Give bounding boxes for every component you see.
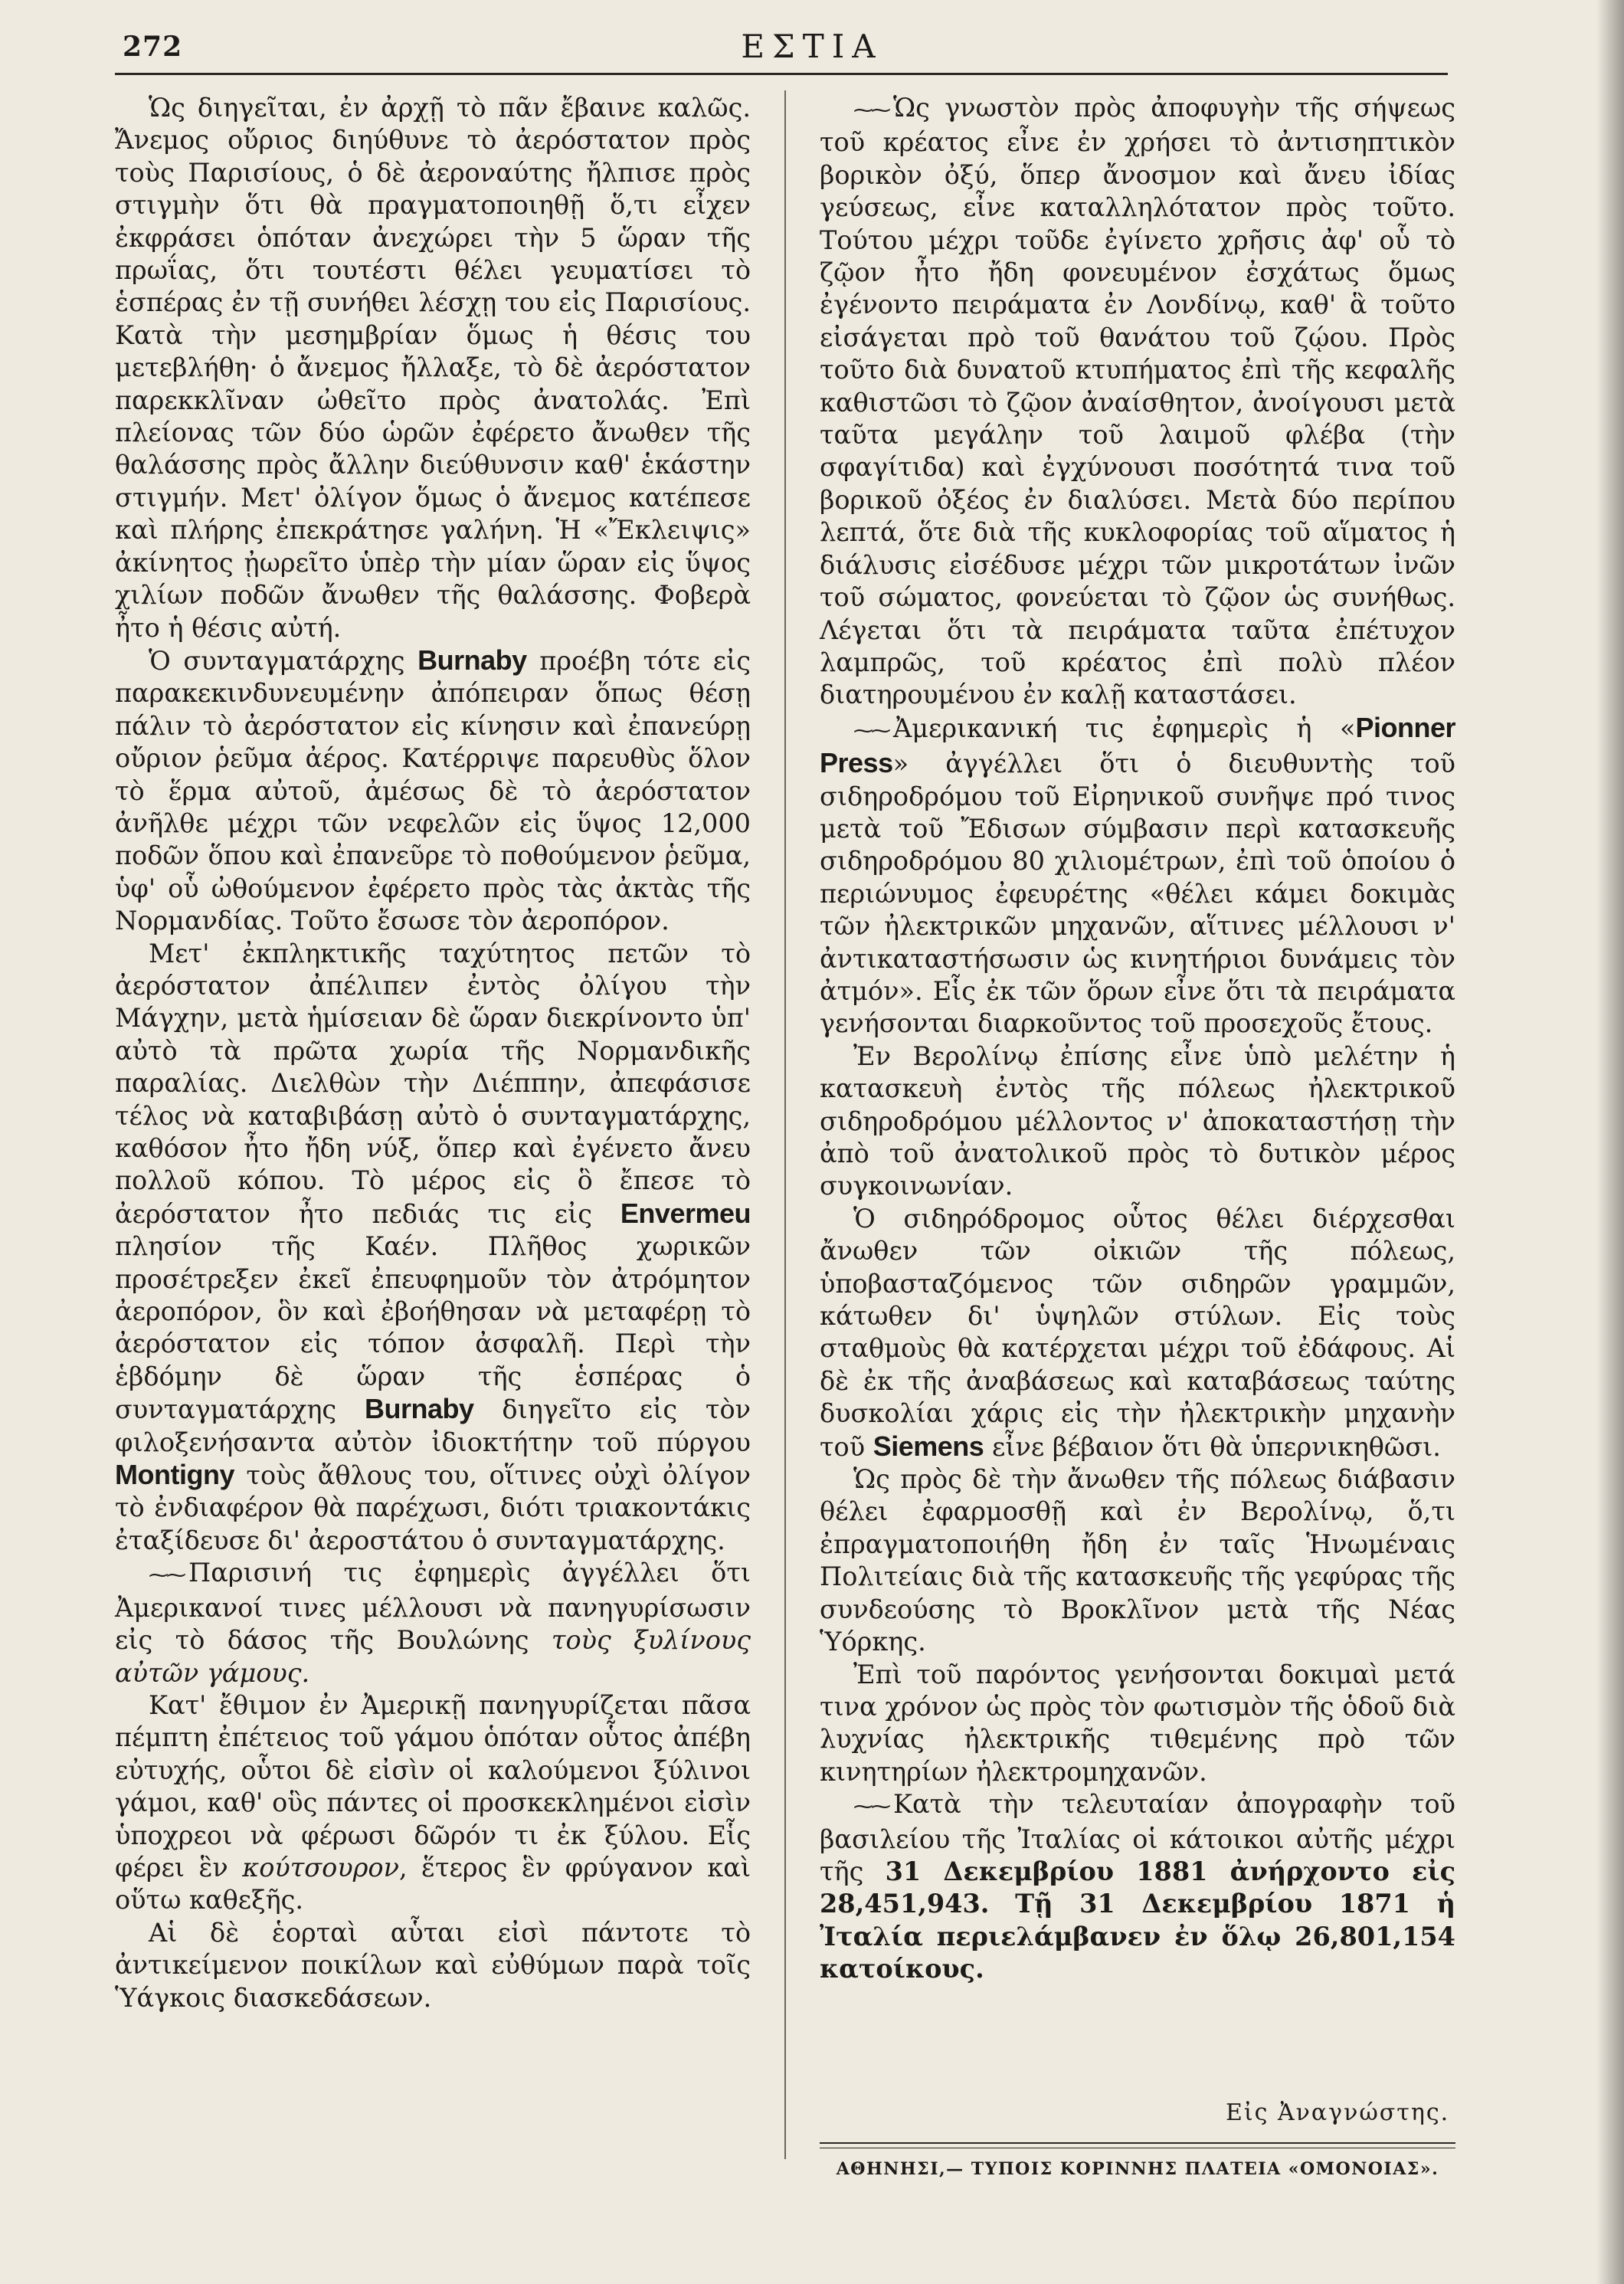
signature: Εἰς Ἀναγνώστης.	[1226, 2099, 1450, 2126]
article-paragraph	[115, 92, 751, 644]
article-text: Φοβερὰ ἦτο ἡ θέσις αὐτή.	[115, 580, 751, 643]
article-text: Ἐν Βερολίνῳ ἐπίσης εἶνε ὑπὸ μελέτην ἡ κατασκευὴ ἐντὸς τῆς πόλεως ἠλεκτρικοῦ σιδηροδρόμου μέλλοντος ν' ἀποκαταστήσῃ τὴν ἀπὸ τοῦ ἀνατολικοῦ πρὸς τὸ δυτικὸν μέρος συγκοινωνίαν.	[820, 1040, 1455, 1201]
article-text: Κατ' ἔθιμον ἐν Ἀμερικῇ πανηγυρίζεται πᾶσα πέμπτη ἐπέτειος τοῦ γάμου ὁπόταν οὗτος ἀπέβη εὐτυχής, οὗτοι δὲ εἰσὶν οἱ καλούμενοι ξύλινοι γάμοι, καθ' οὓς πάντες οἱ προσκεκλημένοι εἰσὶν ὑποχρεοι νὰ φέρωσι δῶρόν τι ἐκ ξύλου. Εἷς φέρει ἓν	[115, 1689, 751, 1883]
section-ornament: ⁓⁓	[853, 1795, 889, 1819]
section-ornament: ⁓⁓	[853, 719, 889, 742]
column-divider	[784, 90, 786, 2159]
latin-name: Envermeu	[620, 1197, 751, 1229]
article-text: Ἡ «Ἔκλειψις» ἀκίνητος ᾐωρεῖτο ὑπὲρ τὴν μίαν ὥραν εἰς ὕψος χιλίων ποδῶν ἄνωθεν τῆς θαλάσσης.	[115, 515, 751, 611]
header-rule	[115, 73, 1448, 75]
article-paragraph	[820, 712, 1455, 1040]
article-paragraph	[115, 1917, 751, 2014]
bold-figures: 31 Δεκεμβρίου 1881 ἀνήρχοντο εἰς 28,451,943.	[820, 1856, 1455, 1919]
article-paragraph	[820, 1463, 1455, 1658]
article-text: Αἱ δὲ ἑορταὶ αὗται εἰσὶ πάντοτε τὸ ἀντικείμενον ποικίλων καὶ εὐθύμων παρὰ τοῖς Ὑάγκοις διασκεδάσεων.	[115, 1917, 751, 2013]
imprint-rule	[820, 2142, 1455, 2144]
italic-text: κούτσουρον	[242, 1852, 399, 1883]
left-column	[115, 92, 751, 2014]
right-column	[820, 92, 1455, 1986]
article-text: » ἀγγέλλει ὅτι ὁ διευθυντὴς τοῦ σιδηροδρόμου τοῦ Εἰρηνικοῦ συνῆψε πρό τινος μετὰ τοῦ Ἔδισων σύμβασιν περὶ κατασκευῆς σιδηροδρόμου 80 χιλιομέτρων, ἐπὶ τοῦ ὁποίου ὁ περιώνυμος ἐφευρέτης «θέλει κάμει δοκιμὰς τῶν ἠλεκτρικῶν μηχανῶν, αἵτινες μέλλουσι ν' ἀντικαταστήσωσιν ὡς κινητήριοι δυνάμεις τὸν ἀτμόν». Εἷς ἐκ τῶν ὅρων εἶνε ὅτι τὰ πειράματα γενήσονται διαρκοῦντος τοῦ προσεχοῦς ἔτους.	[820, 749, 1455, 1039]
article-paragraph	[115, 1689, 751, 1917]
article-text: Ὡς διηγεῖται, ἐν ἀρχῇ τὸ πᾶν ἔβαινε καλῶς. Ἄνεμος οὔριος διηύθυνε τὸ ἀερόστατον πρὸς τοὺς Παρισίους, ὁ δὲ ἀεροναύτης ἤλπισε πρὸς στιγμὴν ὅτι θὰ πραγματοποιηθῇ ὅ,τι εἶχεν ἐκφράσει ὁπόταν ἀνεχώρει τὴν 5 ὥραν τῆς πρωΐας, ὅτι τουτέστι θέλει γευματίσει τὸ ἑσπέρας ἐν τῇ συνήθει λέσχῃ του εἰς Παρισίους. Κατὰ τὴν μεσημβρίαν ὅμως ἡ θέσις του μετεβλήθη· ὁ ἄνεμος ἤλλαξε, τὸ δὲ ἀερόστατον παρεκκλῖναν ὠθεῖτο πρὸς ἀνατολάς. Ἐπὶ πλείονας τῶν δύο ὡρῶν ἐφέρετο ἄνωθεν τῆς θαλάσσης πρὸς ἄλλην διεύθυνσιν καθ' ἑκάστην στιγμήν. Μετ' ὀλίγον ὅμως ὁ ἄνεμος κατέπεσε καὶ πλήρης ἐπεκράτησε γαλήνη.	[115, 93, 751, 546]
italic-text: τοὺς ξυλίνους αὐτῶν γάμους.	[115, 1625, 751, 1688]
article-paragraph	[820, 1203, 1455, 1463]
article-paragraph	[820, 1040, 1455, 1203]
article-text: Ὁ σιδηρόδρομος οὗτος θέλει διέρχεσθαι ἄνωθεν τῶν οἰκιῶν τῆς πόλεως, ὑποβασταζόμενος τῶν σιδηρῶν γραμμῶν, κάτωθεν δι' ὑψηλῶν στύλων. Εἰς τοὺς σταθμοὺς θὰ κατέρχεται μέχρι τοῦ ἐδάφους. Αἱ δὲ ἐκ τῆς ἀναβάσεως καὶ καταβάσεως ταύτης δυσκολίαι χάρις εἰς τὴν ἠλεκτρικὴν μηχανὴν τοῦ	[820, 1203, 1455, 1462]
article-paragraph	[115, 1557, 751, 1689]
latin-name: Burnaby	[365, 1393, 474, 1425]
article-paragraph	[820, 1788, 1455, 1985]
article-text: Ἐπὶ τοῦ παρόντος γενήσονται δοκιμαὶ μετά τινα χρόνον ὡς πρὸς τὸν φωτισμὸν τῆς ὁδοῦ διὰ λυχνίας ἠλεκτρικῆς τιθεμένης πρὸ τῶν κινητηρίων ἠλεκτρομηχανῶν.	[820, 1659, 1455, 1787]
article-text: Μετ' ἐκπληκτικῆς ταχύτητος πετῶν τὸ ἀερόστατον ἀπέλιπεν ἐντὸς ὀλίγου τὴν Μάγχην, μετὰ ἡμίσειαν δὲ ὥραν διεκρίνοντο ὑπ' αὐτὸ τὰ πρῶτα χωρία τῆς Νορμανδικῆς παραλίας. Διελθὼν τὴν Διέππην, ἀπεφάσισε τέλος νὰ καταβιβάσῃ αὐτὸ ὁ συνταγματάρχης, καθόσον ἦτο ἤδη νύξ, ὅπερ καὶ ἐγένετο ἄνευ πολλοῦ κόπου. Τὸ μέρος εἰς ὃ ἔπεσε τὸ ἀερόστατον ἦτο πεδιάς τις εἰς	[115, 938, 751, 1229]
latin-name: Montigny	[115, 1459, 234, 1491]
section-ornament: ⁓⁓	[149, 1564, 184, 1588]
article-text: Ὡς γνωστὸν πρὸς ἀποφυγὴν τῆς σήψεως τοῦ κρέατος εἶνε ἐν χρήσει τὸ ἀντισηπτικὸν βορικὸν ὀξύ, ὅπερ ἄνοσμον καὶ ἄνευ ἰδίας γεύσεως, εἶνε καταλληλότατον πρὸς τοῦτο. Τούτου μέχρι τοῦδε ἐγίνετο χρῆσις ἀφ' οὗ τὸ ζῷον ἦτο ἤδη φονευμένον ἐσχάτως ὅμως ἐγένοντο πειράματα ἐν Λονδίνῳ, καθ' ἃ τοῦτο εἰσάγεται πρὸ τοῦ θανάτου τοῦ ζῴου. Πρὸς τοῦτο διὰ δυνατοῦ κτυπήματος ἐπὶ τῆς κεφαλῆς καθιστῶσι τὸ ζῷον ἀναίσθητον, ἀνοίγουσι μετὰ ταῦτα μεγάλην τοῦ λαιμοῦ φλέβα (τὴν σφαγίτιδα) καὶ ἐγχύνουσι ποσότητά τινα τοῦ βορικοῦ ὀξέος ἐν διαλύσει. Μετὰ δύο περίπου λεπτά, ὅτε διὰ τῆς κυκλοφορίας τοῦ αἵματος ἡ διάλυσις εἰσέδυσε μέχρι τῶν μικροτάτων ἰνῶν τοῦ σώματος, φονεύεται τὸ ζῷον ὡς συνήθως. Λέγεται ὅτι τὰ πειράματα ταῦτα ἐπέτυχον λαμπρῶς, τοῦ κρέατος ἐπὶ πολὺ πλέον διατηρουμένου ἐν καλῇ καταστάσει.	[820, 93, 1455, 710]
article-text: Παρισινή τις ἐφημερὶς ἀγγέλλει ὅτι Ἀμερικανοί τινες μέλλουσι νὰ πανηγυρίσωσιν εἰς τὸ δάσος τῆς Βουλώνης	[115, 1558, 751, 1656]
article-paragraph	[115, 644, 751, 938]
article-text: πλησίον τῆς Καέν. Πλῆθος χωρικῶν προσέτρεξεν ἐκεῖ ἐπευφημοῦν τὸν ἀτρόμητον ἀεροπόρον, ὃν καὶ ἐβοήθησαν νὰ μεταφέρῃ τὸ ἀερόστατον εἰς τόπον ἀσφαλῆ. Περὶ τὴν ἑβδόμην δὲ ὥραν τῆς ἑσπέρας ὁ συνταγματάρχης	[115, 1231, 751, 1425]
article-text: Ὁ συνταγματάρχης	[149, 645, 405, 676]
article-text: εἶνε βέβαιον ὅτι θὰ ὑπερνικηθῶσι.	[991, 1431, 1441, 1462]
journal-title: ΕΣΤΙΑ	[741, 28, 883, 65]
article-text: Ὡς πρὸς δὲ τὴν ἄνωθεν τῆς πόλεως διάβασιν θέλει ἐφαρμοσθῇ καὶ ἐν Βερολίνῳ, ὅ,τι ἐπραγματοποιήθη ἤδη ἐν ταῖς Ἡνωμέναις Πολιτείαις διὰ τῆς κατασκευῆς τῆς γεφύρας τῆς συνδεούσης τὸ Βροκλῖνον μετὰ τῆς Νέας Ὑόρκης.	[820, 1464, 1455, 1657]
article-text: τοὺς ἄθλους του, οἵτινες οὐχὶ ὀλίγον τὸ ἐνδιαφέρον θὰ παρέχωσι, διότι τριακοντάκις ἐταξίδευσε δι' ἀεροστάτου ὁ συνταγματάρχης.	[115, 1460, 751, 1555]
latin-name: Burnaby	[417, 644, 527, 676]
article-text: προέβη τότε εἰς παρακεκινδυνευμένην ἀπόπειραν ὅπως θέσῃ πάλιν τὸ ἀερόστατον εἰς κίνησιν καὶ ἐπανεύρῃ οὔριον ῥεῦμα ἀέρος. Κατέρριψε παρευθὺς ὅλον τὸ ἕρμα αὐτοῦ, ἀμέσως δὲ τὸ ἀερόστατον ἀνῆλθε μέχρι τῶν νεφελῶν εἰς ὕψος 12,000 ποδῶν ὅπου καὶ ἐπανεῦρε τὸ ποθούμενον ῥεῦμα, ὑφ' οὗ ὠθούμενον ἐφέρετο πρὸς τὰς ἀκτὰς τῆς Νορμανδίας. Τοῦτο ἔσωσε τὸν ἀεροπόρον.	[115, 645, 751, 936]
article-paragraph	[820, 1659, 1455, 1789]
latin-name: Siemens	[873, 1430, 984, 1462]
article-paragraph	[820, 92, 1455, 712]
article-text: διηγεῖτο εἰς τὸν φιλοξενήσαντα αὐτὸν ἰδιοκτήτην τοῦ πύργου	[115, 1394, 751, 1457]
section-ornament: ⁓⁓	[853, 99, 889, 122]
printer-imprint: ΑΘΗΝΗΣΙ,— ΤΥΠΟΙΣ ΚΟΡΙΝΝΗΣ ΠΛΑΤΕΙΑ «ΟΜΟΝΟΙΑΣ».	[836, 2159, 1439, 2179]
page-number: 272	[123, 31, 183, 63]
page-edge-shadow	[1596, 0, 1624, 2284]
bold-figures: Τῇ 31 Δεκεμβρίου 1871 ἡ Ἰταλία περιελάμβανεν ἐν ὅλῳ 26,801,154 κατοίκους.	[820, 1889, 1456, 1984]
article-text: Κατὰ τὴν τελευταίαν ἀπογραφὴν τοῦ βασιλείου τῆς Ἰταλίας οἱ κάτοικοι αὐτῆς μέχρι τῆς	[820, 1789, 1455, 1886]
latin-name: Pionner Press	[820, 711, 1455, 779]
article-text: Ἀμερικανική τις ἐφημερὶς ἡ «	[893, 713, 1356, 743]
article-paragraph	[115, 938, 751, 1558]
article-text: , ἕτερος ἓν φρύγανον καὶ οὕτω καθεξῆς.	[115, 1852, 751, 1915]
